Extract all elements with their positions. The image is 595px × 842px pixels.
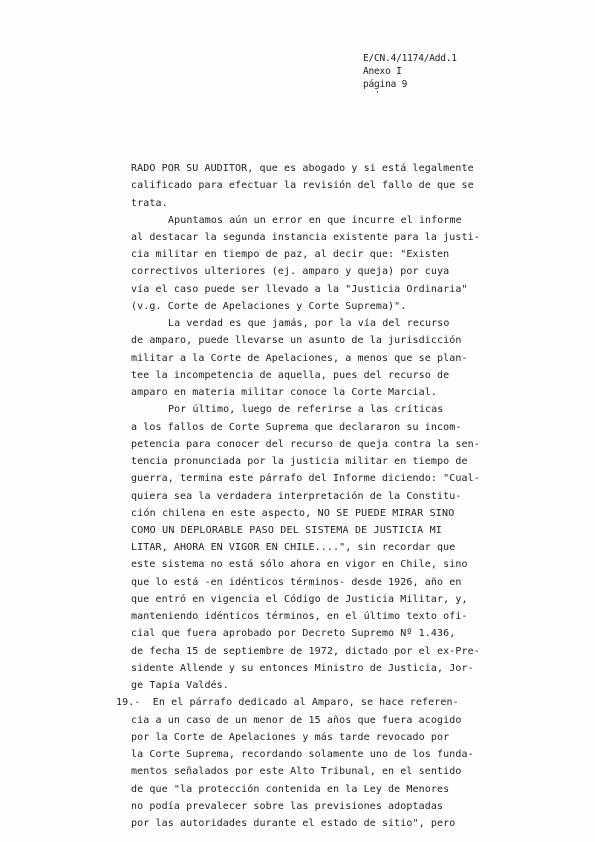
text-line: tencia pronunciada por la justicia militar en tiempo de [131, 456, 468, 467]
text-line: COMO UN DEPLORABLE PASO DEL SISTEMA DE JUSTICIA MI [131, 525, 443, 536]
text-line: que entró en vigencia el Código de Justicia Militar, y, [131, 593, 468, 605]
text-line: tee la incompetencia de aquella, pues del recurso de [131, 369, 450, 381]
text-line: al destacar la segunda instancia existente para la justi- [131, 231, 480, 243]
text-line: por la Corte de Apelaciones y más tarde revocado por [131, 731, 450, 743]
text-line: LITAR, AHORA EN VIGOR EN CHILE....", sin recordar que [131, 542, 456, 554]
text-line: guerra, termina este párrafo del Informe diciendo: "Cual- [131, 473, 480, 485]
text-line: este sistema no está sólo ahora en vigor en Chile, sino [131, 559, 468, 571]
text-line: La verdad es que jamás, por la vía del recurso [168, 318, 450, 330]
text-line: 19.- En el párrafo dedicado al Amparo, se hace referen- [116, 697, 459, 709]
stray-mark: ' [375, 90, 380, 99]
text-line: petencia para conocer del recurso de queja contra la sen- [131, 438, 480, 450]
text-line: amparo en materia militar conoce la Corte Marcial. [131, 387, 438, 399]
text-line: a los fallos de Corte Suprema que declararon su incom- [131, 421, 462, 433]
text-line: de amparo, puede llevarse un asunto de la jurisdicción [131, 335, 462, 347]
text-line: Por último, luego de referirse a las críticas [168, 404, 444, 416]
text-line: ge Tapia Valdés. [131, 680, 229, 692]
text-line: trata. [131, 197, 168, 209]
text-line: de que "la protección contenida en la Ley de Menores [131, 783, 450, 795]
annex-label: Anexo I [363, 66, 402, 77]
text-line: cial que fuera aprobado por Decreto Supremo Nº 1.436, [131, 628, 456, 640]
page-number: página 9 [363, 79, 408, 90]
text-line: militar a la Corte de Apelaciones, a menos que se plan- [131, 352, 468, 364]
text-line: no podía prevalecer sobre las previsiones adoptadas [131, 800, 444, 812]
text-line: calificado para efectuar la revisión del fallo de que se [131, 180, 474, 192]
text-line: por las autoridades durante el estado de sitio", pero [131, 818, 456, 829]
text-line: manteniendo idénticos términos, en el último texto ofi- [131, 611, 468, 623]
text-line: Apuntamos aún un error en que incurre el informe [168, 214, 462, 226]
text-line: que lo está -en idénticos términos- desde 1926, año en [131, 576, 462, 588]
text-line: (v.g. Corte de Apelaciones y Corte Suprema)". [131, 300, 407, 312]
text-line: de fecha 15 de septiembre de 1972, dictado por el ex-Pre- [131, 645, 480, 657]
document-symbol: E/CN.4/1174/Add.1 [363, 53, 457, 64]
text-line: RADO POR SU AUDITOR, que es abogado y si está legalmente [131, 163, 474, 174]
text-line: cia a un caso de un menor de 15 años que fuera acogido [131, 714, 462, 726]
text-line: correctivos ulteriores (ej. amparo y queja) por cuya [131, 266, 450, 278]
text-line: mentos señalados por este Alto Tribunal, en el sentido [131, 766, 462, 778]
text-line: ción chilena en este aspecto, NO SE PUEDE MIRAR SINO [131, 507, 455, 519]
text-line: cia militar en tiempo de paz, al decir que: "Existen [131, 249, 450, 261]
text-line: la Corte Suprema, recordando solamente uno de los funda- [131, 749, 474, 761]
text-line: sidente Allende y su entonces Ministro de Justicia, Jor- [131, 662, 474, 674]
text-line: quiera sea la verdadera interpretación de la Constitu- [131, 490, 462, 502]
text-line: vía el caso puede ser llevado a la "Justicia Ordinaria" [131, 283, 468, 295]
